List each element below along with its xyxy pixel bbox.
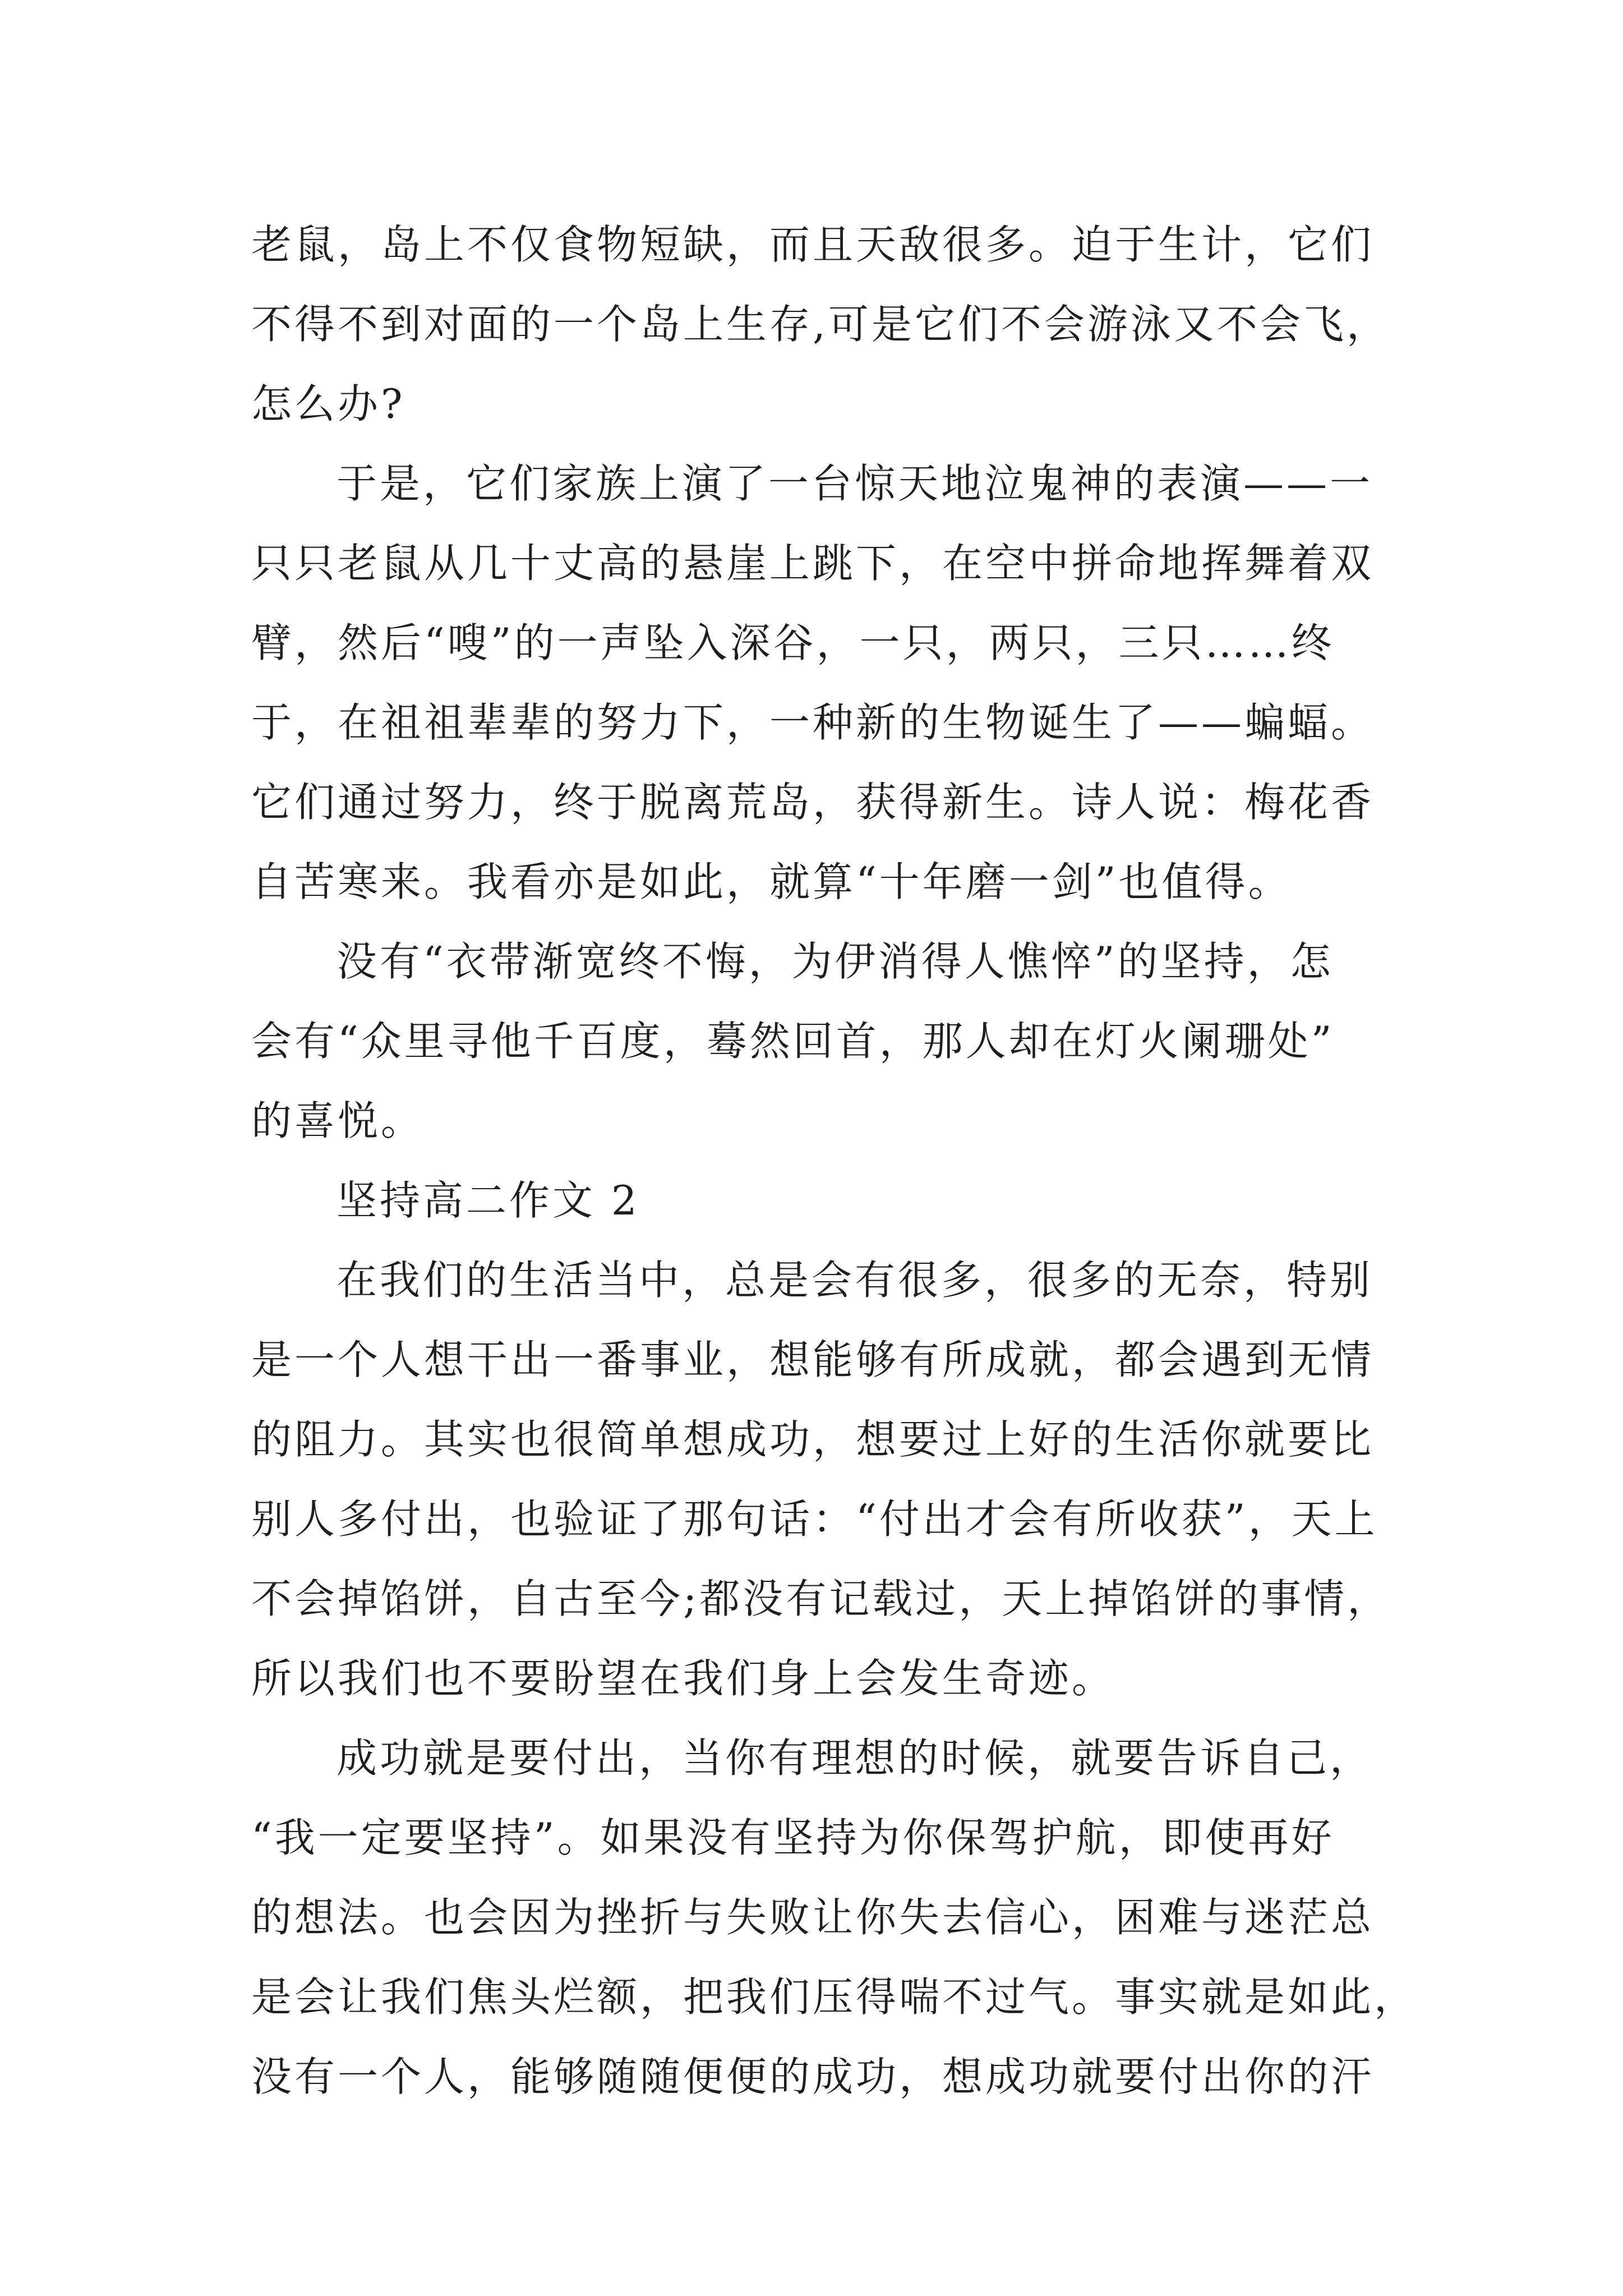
text-line: 它们通过努力，终于脱离荒岛，获得新生。诗人说：梅花香: [251, 779, 1375, 826]
paragraph-start-line: 成功就是要付出，当你有理想的时候，就要告诉自己，: [336, 1734, 1373, 1782]
text-line: 会有“众里寻他千百度，蓦然回首，那人却在灯火阑珊处”: [251, 1018, 1335, 1065]
section-heading: 坚持高二作文 2: [336, 1177, 640, 1224]
text-line: 于，在祖祖辈辈的努力下，一种新的生物诞生了——蝙蝠。: [251, 699, 1375, 746]
text-line: 怎么办?: [251, 380, 405, 427]
text-line: 自苦寒来。我看亦是如此，就算“十年磨一剑”也值得。: [251, 858, 1292, 905]
text-line: 臂，然后“嗖”的一声坠入深谷，一只，两只，三只……终: [251, 619, 1335, 666]
essay-body: [251, 205, 1451, 2116]
text-line: 是一个人想干出一番事业，想能够有所成就，都会遇到无情: [251, 1336, 1375, 1383]
text-line: 所以我们也不要盼望在我们身上会发生奇迹。: [251, 1655, 1115, 1702]
paragraph-start-line: 没有“衣带渐宽终不悔，为伊消得人憔悴”的坚持，怎: [336, 938, 1334, 985]
text-line: 的喜悦。: [251, 1097, 425, 1144]
paragraph-start-line: 在我们的生活当中，总是会有很多，很多的无奈，特别: [336, 1257, 1373, 1304]
text-line: 的想法。也会因为挫折与失败让你失去信心，困难与迷茫总: [251, 1894, 1375, 1941]
text-line: 的阻力。其实也很简单想成功，想要过上好的生活你就要比: [251, 1416, 1375, 1463]
text-line: 不会掉馅饼，自古至今;都没有记载过，天上掉馅饼的事情，: [251, 1575, 1391, 1622]
text-line: 没有一个人，能够随随便便的成功，想成功就要付出你的汗: [251, 2053, 1375, 2100]
paragraph-start-line: 于是，它们家族上演了一台惊天地泣鬼神的表演——一: [336, 460, 1373, 507]
text-line: 是会让我们焦头烂额，把我们压得喘不过气。事实就是如此，: [251, 1973, 1418, 2021]
text-line: 不得不到对面的一个岛上生存,可是它们不会游泳又不会飞，: [251, 301, 1390, 348]
text-line: 只只老鼠从几十丈高的悬崖上跳下，在空中拼命地挥舞着双: [251, 540, 1375, 587]
text-line: 老鼠，岛上不仅食物短缺，而且天敌很多。迫于生计，它们: [251, 221, 1375, 268]
text-line: “我一定要坚持”。如果没有坚持为你保驾护航，即使再好: [251, 1814, 1335, 1861]
text-line: 别人多付出，也验证了那句话：“付出才会有所收获”，天上: [251, 1496, 1378, 1543]
